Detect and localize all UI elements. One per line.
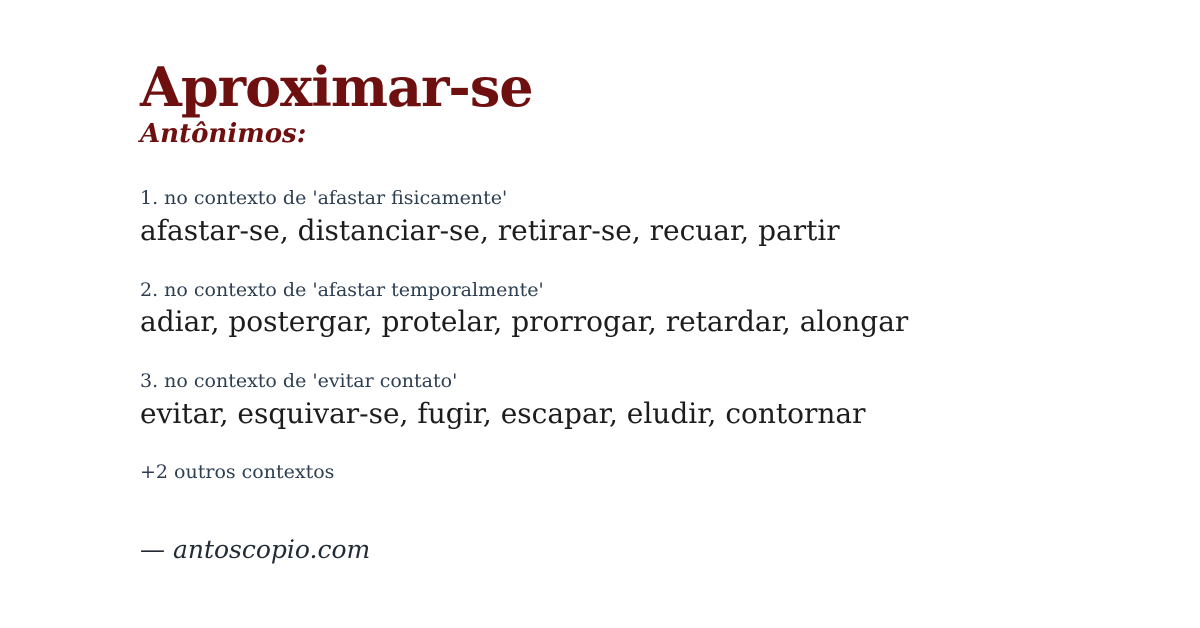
attribution: — antoscopio.com [140, 535, 371, 565]
context-label: 3. no contexto de 'evitar contato' [140, 370, 458, 393]
antonym-list: evitar, esquivar-se, fugir, escapar, eludir, contornar [140, 396, 866, 430]
context-label: 1. no contexto de 'afastar fisicamente' [140, 187, 508, 210]
antonyms-heading: Antônimos: [140, 119, 307, 150]
context-label: 2. no contexto de 'afastar temporalmente' [140, 278, 544, 301]
antonym-list: afastar-se, distanciar-se, retirar-se, recuar, partir [140, 214, 840, 248]
context-section-1 [140, 187, 1160, 247]
context-sections [140, 187, 1160, 430]
more-contexts-link[interactable]: +2 outros contextos [140, 461, 335, 484]
antonym-list: adiar, postergar, protelar, prorrogar, retardar, alongar [140, 305, 909, 339]
context-section-2 [140, 279, 1160, 339]
context-section-3 [140, 370, 1160, 430]
page-title: Aproximar-se [140, 55, 533, 119]
